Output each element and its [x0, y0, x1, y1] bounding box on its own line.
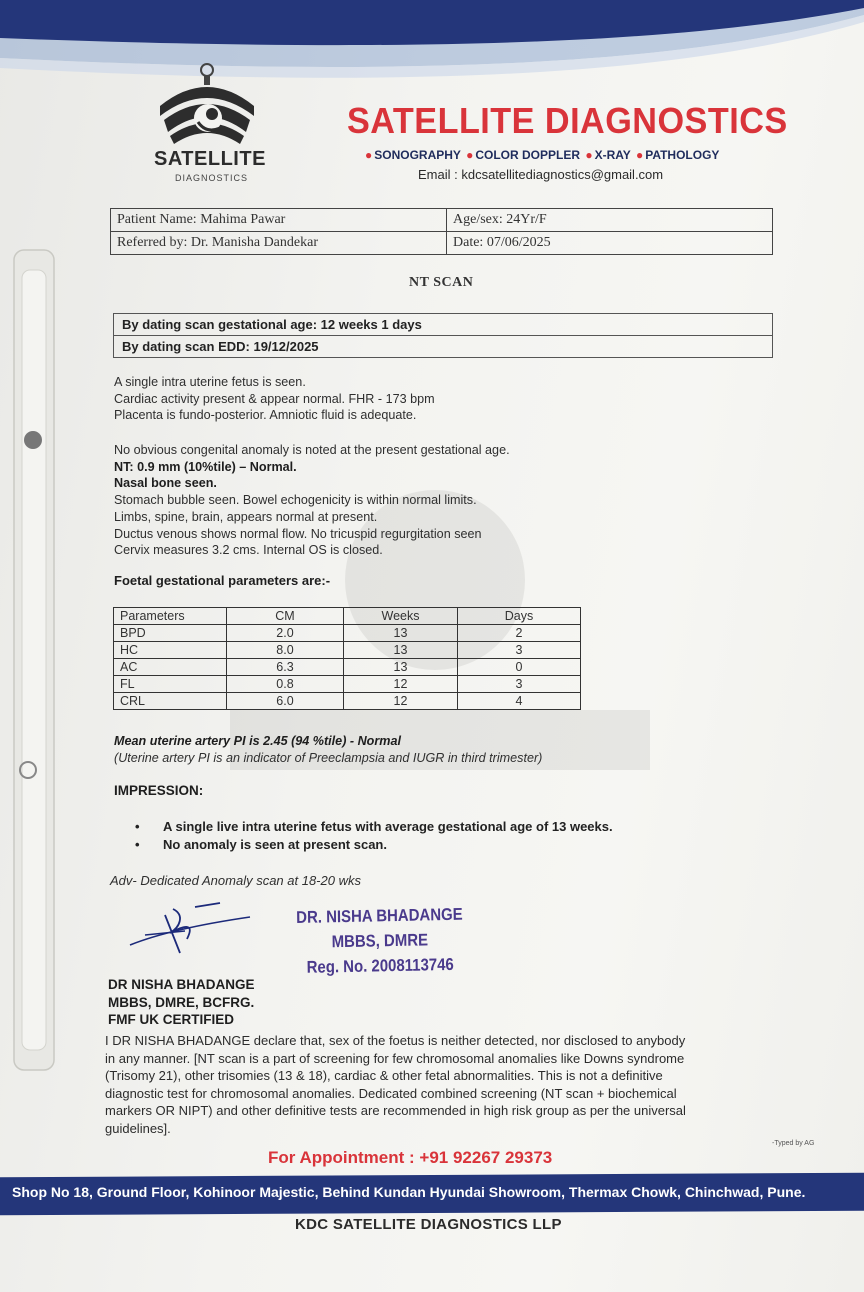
bullet-icon: ● — [466, 148, 474, 162]
finding-ductus: Ductus venous shows normal flow. No tricuspid regurgitation seen — [114, 526, 482, 541]
bullet-icon: ● — [365, 148, 373, 162]
table-row — [114, 676, 581, 693]
cell: FL — [114, 676, 227, 693]
bullet-icon: ● — [635, 148, 644, 162]
cell: 12 — [344, 693, 458, 710]
cell: CRL — [114, 693, 227, 710]
finding-cervix: Cervix measures 3.2 cms. Internal OS is closed. — [114, 543, 383, 558]
doctor-certification: FMF UK CERTIFIED — [108, 1012, 234, 1027]
doctor-degree: MBBS, DMRE, BCFRG. — [108, 994, 255, 1010]
declaration-line: I DR NISHA BHADANGE declare that, sex of the foetus is neither detected, nor disclosed to anybody — [105, 1033, 686, 1048]
list-item — [135, 818, 613, 836]
table-row — [114, 642, 581, 659]
table-row — [114, 336, 773, 358]
impression-point: A single live intra uterine fetus with average gestational age of 13 weeks. — [163, 819, 613, 834]
dating-edd: By dating scan EDD: 19/12/2025 — [114, 336, 773, 358]
finding-anomaly: No obvious congenital anomaly is noted at the present gestational age. — [114, 443, 510, 457]
doctor-stamp — [296, 902, 464, 980]
declaration-line: (Trisomy 21), other trisomies (13 & 18), cardiac & other fetal abnormalities. This is not a definitive — [105, 1068, 663, 1084]
finding-line: Placenta is fundo-posterior. Amniotic fluid is adequate. — [114, 408, 417, 423]
list-item — [135, 836, 613, 854]
logo-subtitle: DIAGNOSTICS — [175, 173, 249, 183]
finding-nasal-bone: Nasal bone seen. — [114, 476, 217, 491]
doctor-signature — [125, 895, 255, 965]
cell: 12 — [344, 676, 458, 693]
services-line — [363, 148, 719, 162]
cell: 13 — [344, 642, 458, 659]
service-xray: X-RAY — [594, 148, 631, 162]
cell: 3 — [458, 676, 581, 693]
table-row — [111, 209, 773, 232]
report-date: Date: 07/06/2025 — [447, 232, 773, 255]
service-pathology: PATHOLOGY — [645, 148, 720, 162]
table-row — [114, 625, 581, 642]
binder-clip — [0, 230, 78, 1110]
cell: 6.0 — [227, 693, 344, 710]
col-header: Parameters — [114, 608, 227, 625]
appointment-phone: For Appointment : +91 92267 29373 — [268, 1148, 553, 1167]
dating-gestational-age: By dating scan gestational age: 12 weeks 1 days — [114, 314, 773, 336]
declaration-line: diagnostic test for chromosomal anomalies. Dedicated combined screening (NT scan + biochemical — [105, 1085, 677, 1101]
logo-wordmark: SATELLITE — [154, 148, 266, 170]
cell: 2 — [458, 625, 581, 642]
patient-name: Patient Name: Mahima Pawar — [111, 209, 447, 232]
cell: 2.0 — [227, 625, 344, 642]
table-row — [114, 693, 581, 710]
params-heading: Foetal gestational parameters are:- — [114, 573, 331, 588]
bullet-icon: • — [135, 819, 140, 834]
finding-line: A single intra uterine fetus is seen. — [114, 375, 306, 389]
impression-point: No anomaly is seen at present scan. — [163, 837, 387, 852]
impression-heading: IMPRESSION: — [114, 783, 204, 798]
cell: 13 — [344, 659, 458, 676]
findings-block-2 — [114, 442, 510, 559]
doctor-signature-block — [108, 976, 255, 1029]
report-title: NT SCAN — [409, 275, 474, 290]
uterine-note: (Uterine artery PI is an indicator of Preeclampsia and IUGR in third trimester) — [114, 750, 543, 765]
clinic-name: SATELLITE DIAGNOSTICS — [347, 100, 788, 141]
dating-scan-table — [113, 313, 773, 358]
finding-limbs: Limbs, spine, brain, appears normal at present. — [114, 509, 378, 524]
findings-block — [114, 374, 435, 424]
typed-by: -Typed by AG — [772, 1140, 815, 1147]
finding-nt: NT: 0.9 mm (10%tile) – Normal. — [114, 459, 297, 474]
bullet-icon: • — [135, 837, 140, 852]
cell: 3 — [458, 642, 581, 659]
uterine-block — [114, 733, 542, 766]
table-header-row — [114, 608, 581, 625]
cell: 0.8 — [227, 676, 344, 693]
gestational-params-table — [113, 607, 581, 710]
impression-list — [135, 818, 613, 854]
cell: BPD — [114, 625, 227, 642]
doctor-name: DR NISHA BHADANGE — [108, 977, 255, 992]
table-row — [111, 232, 773, 255]
uterine-mean-pi: Mean uterine artery PI is 2.45 (94 %tile) - Normal — [114, 734, 401, 748]
cell: 13 — [344, 625, 458, 642]
cell: 8.0 — [227, 642, 344, 659]
service-sonography: SONOGRAPHY — [374, 148, 461, 162]
col-header: Weeks — [344, 608, 458, 625]
bullet-icon: ● — [585, 148, 593, 162]
declaration-line: guidelines]. — [105, 1120, 171, 1136]
table-row — [114, 314, 773, 336]
cell: 6.3 — [227, 659, 344, 676]
patient-age-sex: Age/sex: 24Yr/F — [447, 209, 773, 232]
referred-by: Referred by: Dr. Manisha Dandekar — [111, 232, 447, 255]
header-band — [0, 0, 864, 100]
cell: 0 — [458, 659, 581, 676]
table-row — [114, 659, 581, 676]
footer-company: KDC SATELLITE DIAGNOSTICS LLP — [295, 1216, 562, 1233]
stamp-reg-no: Reg. No. 2008113746 — [306, 954, 454, 977]
finding-line: Cardiac activity present & appear normal. FHR - 173 bpm — [114, 391, 435, 406]
cell: AC — [114, 659, 227, 676]
cell: HC — [114, 642, 227, 659]
finding-stomach: Stomach bubble seen. Bowel echogenicity is within normal limits. — [114, 493, 477, 508]
declaration-line: in any manner. [NT scan is a part of screening for few chromosomal anomalies like Downs syndrome — [105, 1050, 685, 1066]
stamp-name: DR. NISHA BHADANGE — [296, 904, 463, 927]
service-color-doppler: COLOR DOPPLER — [475, 148, 580, 162]
clinic-email: Email : kdcsatellitediagnostics@gmail.com — [418, 167, 664, 182]
declaration-paragraph — [105, 1032, 795, 1138]
col-header: CM — [227, 608, 344, 625]
cell: 4 — [458, 693, 581, 710]
footer-address: Shop No 18, Ground Floor, Kohinoor Majestic, Behind Kundan Hyundai Showroom, Thermax Chowk, Chinchwad, Pune. — [12, 1184, 806, 1200]
declaration-line: markers OR NIPT) and other definitive tests are recommended in high risk group as per the universal — [105, 1103, 686, 1119]
stamp-degree: MBBS, DMRE — [331, 930, 429, 952]
advice-line: Adv- Dedicated Anomaly scan at 18-20 wks — [110, 873, 361, 888]
col-header: Days — [458, 608, 581, 625]
patient-info-table — [110, 208, 773, 255]
